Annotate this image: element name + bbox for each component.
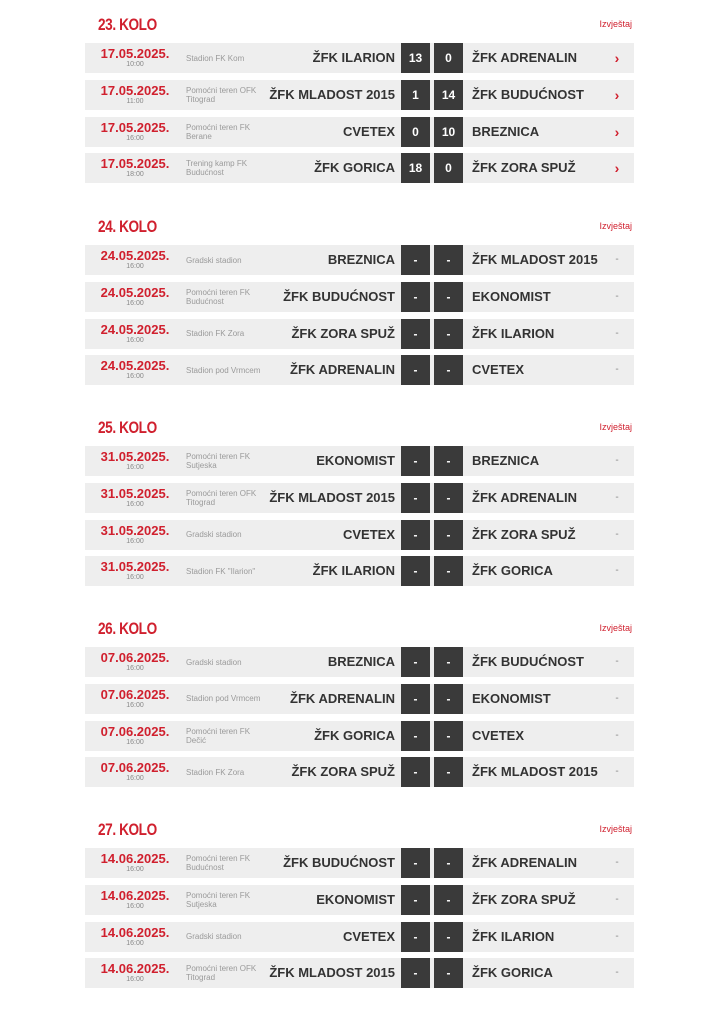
match-row — [85, 757, 634, 787]
match-date: 17.05.2025. — [100, 119, 170, 135]
round-section — [85, 215, 634, 392]
match-time: 16:00 — [126, 939, 144, 947]
report-link[interactable]: Izvještaj — [599, 19, 632, 29]
home-score: - — [401, 556, 430, 586]
home-team: ŽFK ADRENALIN — [290, 690, 395, 706]
away-score: - — [434, 483, 463, 513]
home-score: - — [401, 958, 430, 988]
home-team: EKONOMIST — [316, 453, 395, 468]
match-time: 16:00 — [126, 775, 144, 783]
match-venue — [186, 885, 272, 915]
match-venue-text: Stadion pod Vrmcem — [186, 694, 261, 704]
match-venue-text: Stadion pod Vrmcem — [186, 365, 261, 375]
home-team: CVETEX — [342, 526, 395, 542]
match-detail-icon: - — [615, 729, 619, 741]
away-team: EKONOMIST — [472, 288, 551, 304]
away-team: ŽFK GORICA — [472, 965, 553, 981]
away-score: - — [434, 721, 463, 751]
match-date: 31.05.2025. — [100, 559, 170, 575]
match-venue — [186, 556, 272, 586]
match-detail-icon: - — [615, 967, 619, 979]
round-section — [85, 818, 634, 995]
match-venue — [186, 43, 272, 73]
match-venue-text: Pomoćni teren OFK Titograd — [186, 488, 257, 507]
away-team: ŽFK ZORA SPUŽ — [472, 526, 576, 542]
match-date: 31.05.2025. — [100, 485, 170, 501]
chevron-right-icon[interactable]: › — [614, 123, 620, 140]
match-venue-text: Pomoćni teren FK Sutjeska — [186, 890, 251, 909]
match-venue — [186, 319, 272, 349]
report-link[interactable]: Izvještaj — [599, 824, 632, 834]
match-list — [85, 245, 634, 385]
home-team: CVETEX — [342, 928, 395, 944]
match-detail-icon: - — [615, 565, 619, 577]
home-team: ŽFK ILARION — [312, 563, 395, 579]
home-team: ŽFK MLADOST 2015 — [269, 965, 395, 981]
away-score: - — [434, 958, 463, 988]
match-time: 16:00 — [126, 464, 144, 471]
home-score: 0 — [401, 117, 430, 147]
match-detail-icon: - — [615, 491, 619, 503]
away-team: ŽFK GORICA — [472, 563, 553, 579]
match-list — [85, 446, 634, 586]
home-score: 18 — [401, 153, 430, 183]
match-venue-text: Gradski stadion — [186, 657, 242, 667]
match-venue-text: Stadion FK "Ilarion" — [186, 566, 256, 576]
match-venue — [186, 80, 272, 110]
home-score: - — [401, 721, 430, 751]
match-detail-icon: - — [615, 893, 619, 905]
match-time: 16:00 — [126, 738, 144, 746]
match-venue-text: Gradski stadion — [186, 530, 242, 540]
match-date: 14.06.2025. — [100, 924, 170, 940]
home-score: 1 — [401, 80, 430, 110]
match-row — [85, 282, 634, 312]
match-time: 11:00 — [126, 97, 144, 105]
match-row — [85, 43, 634, 73]
round-title: 27. KOLO — [98, 820, 157, 839]
report-link[interactable]: Izvještaj — [599, 221, 632, 231]
away-score: - — [434, 520, 463, 550]
home-score: - — [401, 483, 430, 513]
match-time: 16:00 — [126, 336, 144, 344]
home-team: ŽFK BUDUĆNOST — [283, 288, 395, 304]
round-header — [85, 617, 634, 647]
home-score: - — [401, 684, 430, 714]
match-row — [85, 117, 634, 147]
match-detail-icon: - — [615, 656, 619, 667]
match-venue — [186, 355, 272, 385]
away-score: 0 — [434, 153, 463, 183]
away-score: - — [434, 245, 463, 275]
match-venue-text: Pomoćni teren FK Sutjeska — [186, 452, 251, 470]
chevron-right-icon[interactable]: › — [614, 50, 620, 66]
home-team: ŽFK BUDUĆNOST — [283, 855, 395, 870]
match-row — [85, 721, 634, 751]
match-venue — [186, 684, 272, 714]
match-venue — [186, 483, 272, 513]
match-detail-icon: - — [615, 930, 619, 942]
away-team: BREZNICA — [472, 123, 540, 139]
home-score: - — [401, 355, 430, 385]
match-date: 17.05.2025. — [100, 156, 170, 172]
away-team: ŽFK ADRENALIN — [472, 489, 577, 505]
home-team: ŽFK GORICA — [314, 727, 395, 743]
match-detail-icon: - — [615, 254, 619, 265]
match-venue — [186, 647, 272, 677]
match-time: 16:00 — [126, 976, 144, 984]
match-venue — [186, 153, 272, 183]
away-team: CVETEX — [472, 727, 525, 743]
match-date: 17.05.2025. — [100, 46, 170, 61]
away-score: 10 — [434, 117, 463, 147]
home-score: - — [401, 520, 430, 550]
round-header — [85, 13, 634, 43]
match-date: 31.05.2025. — [100, 449, 170, 464]
round-title: 23. KOLO — [98, 15, 157, 34]
home-team: ŽFK ZORA SPUŽ — [291, 325, 395, 341]
away-team: ŽFK MLADOST 2015 — [472, 764, 598, 780]
home-score: - — [401, 319, 430, 349]
home-score: 13 — [401, 43, 430, 73]
match-row — [85, 319, 634, 349]
away-team: BREZNICA — [472, 453, 540, 468]
match-venue — [186, 245, 272, 275]
match-detail-icon: - — [615, 692, 619, 704]
home-score: - — [401, 446, 430, 476]
home-team: ŽFK ADRENALIN — [290, 362, 395, 378]
match-row — [85, 647, 634, 677]
match-time: 18:00 — [126, 171, 144, 179]
match-date: 07.06.2025. — [100, 723, 170, 739]
match-list — [85, 848, 634, 988]
match-venue — [186, 117, 272, 147]
match-venue-text: Gradski stadion — [186, 932, 242, 942]
match-row — [85, 556, 634, 586]
match-date: 24.05.2025. — [100, 358, 170, 374]
match-row — [85, 922, 634, 952]
match-date: 07.06.2025. — [100, 686, 170, 702]
away-score: - — [434, 355, 463, 385]
home-team: BREZNICA — [327, 654, 395, 669]
away-team: ŽFK ADRENALIN — [472, 855, 577, 870]
match-time: 16:00 — [126, 263, 144, 270]
match-detail-icon: - — [615, 327, 619, 339]
match-date: 31.05.2025. — [100, 522, 170, 538]
away-score: - — [434, 922, 463, 952]
home-score: - — [401, 885, 430, 915]
home-team: ŽFK GORICA — [314, 160, 395, 176]
match-detail-icon: - — [615, 528, 619, 540]
match-detail-icon: - — [615, 290, 619, 302]
away-score: 0 — [434, 43, 463, 73]
round-section — [85, 13, 634, 190]
home-team: ŽFK ILARION — [312, 50, 395, 65]
match-venue-text: Stadion FK Kom — [186, 53, 245, 63]
match-time: 16:00 — [126, 299, 144, 307]
match-time: 16:00 — [126, 500, 144, 508]
match-detail-icon: - — [615, 364, 619, 376]
chevron-right-icon[interactable]: › — [614, 86, 620, 103]
match-date: 24.05.2025. — [100, 321, 170, 337]
home-score: - — [401, 848, 430, 878]
match-venue-text: Pomoćni teren FK Dečić — [186, 726, 251, 745]
match-venue-text: Pomoćni teren FK Berane — [186, 122, 251, 141]
away-team: ŽFK ILARION — [472, 325, 555, 341]
away-score: - — [434, 684, 463, 714]
match-venue — [186, 520, 272, 550]
match-row — [85, 153, 634, 183]
report-link[interactable]: Izvještaj — [599, 422, 632, 432]
match-venue — [186, 282, 272, 312]
match-detail-icon: - — [615, 455, 619, 466]
home-team: ŽFK MLADOST 2015 — [269, 489, 395, 505]
match-date: 14.06.2025. — [100, 887, 170, 903]
away-team: ŽFK ILARION — [472, 928, 555, 944]
away-score: - — [434, 848, 463, 878]
match-row — [85, 520, 634, 550]
match-venue — [186, 848, 272, 878]
match-time: 16:00 — [126, 866, 144, 873]
match-date: 07.06.2025. — [100, 650, 170, 665]
match-time: 16:00 — [126, 537, 144, 545]
away-team: ŽFK ZORA SPUŽ — [472, 160, 576, 176]
match-date: 07.06.2025. — [100, 760, 170, 776]
round-section — [85, 416, 634, 593]
match-venue — [186, 958, 272, 988]
away-team: EKONOMIST — [472, 690, 551, 706]
match-date: 24.05.2025. — [100, 284, 170, 300]
match-venue-text: Pomoćni teren OFK Titograd — [186, 964, 257, 983]
match-venue — [186, 446, 272, 476]
away-team: ŽFK BUDUĆNOST — [472, 86, 584, 102]
match-venue-text: Pomoćni teren FK Budućnost — [186, 287, 251, 306]
away-score: - — [434, 885, 463, 915]
home-score: - — [401, 245, 430, 275]
match-detail-icon: - — [615, 766, 619, 778]
away-score: - — [434, 282, 463, 312]
report-link[interactable]: Izvještaj — [599, 623, 632, 633]
match-row — [85, 958, 634, 988]
home-team: BREZNICA — [327, 252, 395, 267]
match-row — [85, 245, 634, 275]
match-date: 14.06.2025. — [100, 851, 170, 866]
match-venue-text: Gradski stadion — [186, 255, 242, 265]
match-row — [85, 885, 634, 915]
match-venue — [186, 757, 272, 787]
round-header — [85, 215, 634, 245]
match-row — [85, 483, 634, 513]
away-score: - — [434, 446, 463, 476]
round-section — [85, 617, 634, 794]
match-time: 16:00 — [126, 701, 144, 709]
round-title: 24. KOLO — [98, 217, 157, 236]
home-team: EKONOMIST — [316, 891, 395, 907]
away-team: ŽFK ADRENALIN — [472, 50, 577, 65]
match-date: 14.06.2025. — [100, 961, 170, 977]
match-detail-icon: - — [615, 857, 619, 868]
match-row — [85, 355, 634, 385]
match-row — [85, 684, 634, 714]
match-row — [85, 80, 634, 110]
away-team: ŽFK ZORA SPUŽ — [472, 891, 576, 907]
round-title: 25. KOLO — [98, 418, 157, 437]
away-score: 14 — [434, 80, 463, 110]
match-venue — [186, 922, 272, 952]
match-list — [85, 647, 634, 787]
match-time: 16:00 — [126, 665, 144, 672]
match-time: 16:00 — [126, 134, 144, 142]
match-row — [85, 446, 634, 476]
match-time: 16:00 — [126, 574, 144, 582]
match-date: 24.05.2025. — [100, 248, 170, 263]
away-team: ŽFK MLADOST 2015 — [472, 252, 598, 267]
match-venue-text: Stadion FK Zora — [186, 767, 245, 777]
match-venue-text: Pomoćni teren OFK Titograd — [186, 85, 257, 104]
home-score: - — [401, 647, 430, 677]
round-header — [85, 416, 634, 446]
match-date: 17.05.2025. — [100, 82, 170, 98]
away-score: - — [434, 556, 463, 586]
away-score: - — [434, 319, 463, 349]
match-venue-text: Trening kamp FK Budućnost — [186, 159, 248, 178]
home-team: ŽFK MLADOST 2015 — [269, 86, 395, 102]
match-venue-text: Pomoćni teren FK Budućnost — [186, 854, 251, 872]
away-score: - — [434, 757, 463, 787]
away-team: CVETEX — [472, 362, 525, 378]
match-venue-text: Stadion FK Zora — [186, 329, 245, 339]
round-header — [85, 818, 634, 848]
away-score: - — [434, 647, 463, 677]
home-team: ŽFK ZORA SPUŽ — [291, 764, 395, 780]
home-score: - — [401, 922, 430, 952]
match-venue — [186, 721, 272, 751]
chevron-right-icon[interactable]: › — [614, 160, 620, 177]
match-row — [85, 848, 634, 878]
match-list — [85, 43, 634, 183]
home-team: CVETEX — [342, 123, 395, 139]
away-team: ŽFK BUDUĆNOST — [472, 654, 584, 669]
match-time: 16:00 — [126, 902, 144, 910]
home-score: - — [401, 282, 430, 312]
match-time: 10:00 — [126, 61, 144, 68]
round-title: 26. KOLO — [98, 619, 157, 638]
match-time: 16:00 — [126, 373, 144, 381]
home-score: - — [401, 757, 430, 787]
